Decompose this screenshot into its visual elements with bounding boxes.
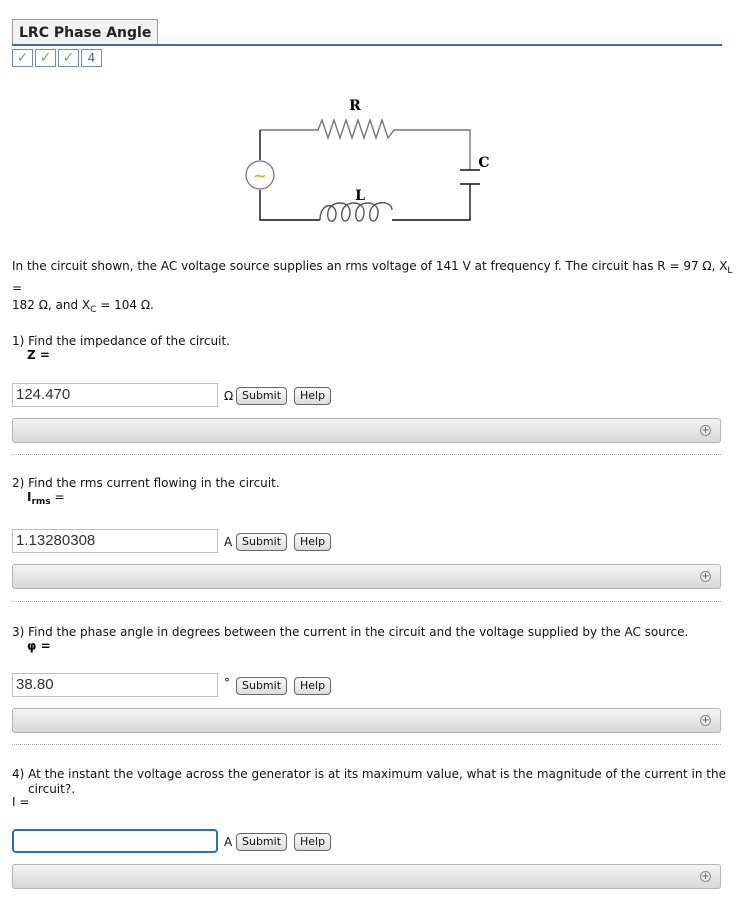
resistor-label: R [349,98,361,114]
feedback-bar-1[interactable] [12,418,721,443]
plus-circle-icon[interactable]: + [701,715,710,726]
impedance-input[interactable]: 124.470 [12,383,218,407]
question-4-text: 4) At the instant the voltage across the generator is at its maximum value, what is the magnitude of the current in the circuit?. [12,767,726,796]
current-magnitude-input[interactable] [12,829,218,853]
title-divider [12,44,722,46]
help-button-4[interactable]: Help [294,833,331,851]
question-2-variable: $I_{rms}$ = [27,490,65,507]
section-divider [12,744,721,745]
rms-current-input[interactable]: 1.13280308 [12,529,218,553]
phase-angle-input[interactable]: 38.80 [12,673,218,697]
help-button-1[interactable]: Help [294,387,331,405]
progress-indicator [12,49,102,67]
page-title: LRC Phase Angle [12,19,158,44]
submit-button-3[interactable]: Submit [236,677,287,695]
plus-circle-icon[interactable]: + [701,571,710,582]
question-3-variable: φ = [27,639,51,653]
section-divider [12,601,721,602]
feedback-bar-2[interactable] [12,564,721,589]
plus-circle-icon[interactable]: + [701,425,710,436]
submit-button-1[interactable]: Submit [236,387,287,405]
question-3-unit: ° [224,676,230,690]
check-icon[interactable]: ✓ [58,49,79,67]
question-3-text: 3) Find the phase angle in degrees between the current in the circuit and the voltage supplied by the AC source. [12,625,689,639]
submit-button-2[interactable]: Submit [236,533,287,551]
submit-button-4[interactable]: Submit [236,833,287,851]
capacitor-label: C [478,155,490,171]
question-4-unit: A [224,835,233,849]
section-divider [12,454,721,455]
progress-step-4[interactable]: 4 [81,49,102,67]
question-1-unit: Ω [224,389,234,403]
problem-statement: In the circuit shown, the AC voltage source supplies an rms voltage of 141 V at frequency f. The circuit has R = 97 Ω, $X_L$ = 182 Ω, and $X_C = 104$ Ω. [12,259,733,315]
circuit-diagram [240,92,500,232]
question-1-text: 1) Find the impedance of the circuit. [12,334,230,348]
question-2-text: 2) Find the rms current flowing in the circuit. [12,476,280,490]
feedback-bar-4[interactable] [12,864,721,889]
question-1-variable: Z = [27,348,50,362]
ac-source-symbol: ~ [253,166,267,185]
plus-circle-icon[interactable]: + [701,871,710,882]
help-button-2[interactable]: Help [294,533,331,551]
check-icon[interactable]: ✓ [35,49,56,67]
question-2-unit: A [224,535,233,549]
inductor-label: L [355,188,365,204]
feedback-bar-3[interactable] [12,708,721,733]
help-button-3[interactable]: Help [294,677,331,695]
question-4-variable: I = [12,795,30,809]
check-icon[interactable]: ✓ [12,49,33,67]
